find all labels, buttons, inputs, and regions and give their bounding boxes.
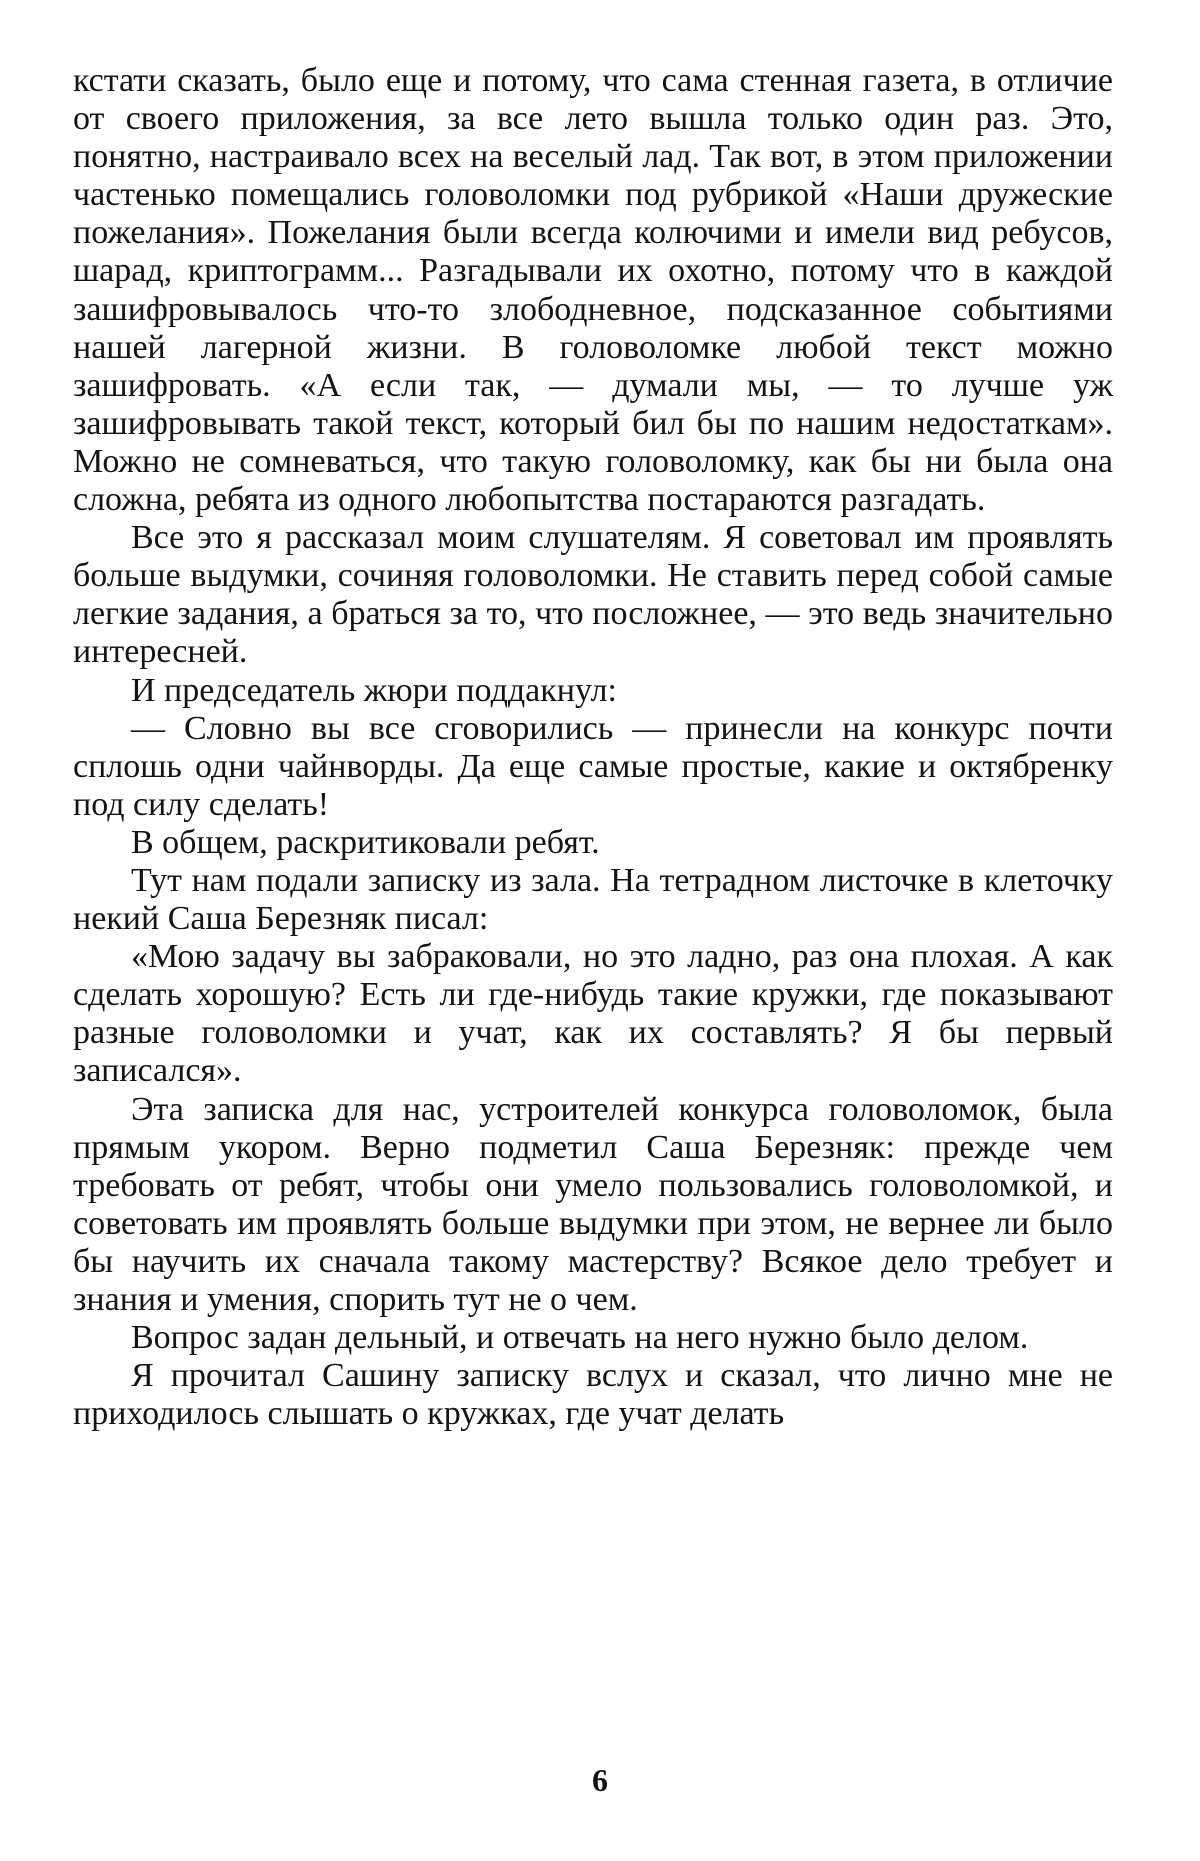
paragraph-7: «Мою задачу вы забраковали, но это ладно, раз она плохая. А как сделать хорошую? Есть ли где-нибудь такие кружки, где показывают разные головоломки и учат, как их составлять? Я бы первый записался». [73,938,1113,1090]
paragraph-10: Я прочитал Сашину записку вслух и сказал, что лично мне не приходилось слышать о кружках, где учат делать [73,1357,1113,1433]
body-text [73,62,1113,1433]
page-number: 6 [592,1762,608,1798]
paragraph-9: Вопрос задан дельный, и отвечать на него нужно было делом. [131,1319,1029,1357]
paragraph-3: И председатель жюри поддакнул: [131,671,617,709]
paragraph-4: — Словно вы все сговорились — принесли на конкурс почти сплошь одни чайнворды. Да еще самые простые, какие и октябренку под силу сделать! [73,709,1113,823]
paragraph-6: Тут нам подали записку из зала. На тетрадном листочке в клеточку некий Саша Березняк писал: [73,861,1113,938]
paragraph-8: Эта записка для нас, устроителей конкурса головоломок, была прямым укором. Верно подметил Саша Березняк: прежде чем требовать от ребят, чтобы они умело пользовались головоломкой, и советовать им проявлять больше выдумки при этом, не вернее ли было бы научить их сначала такому мастерству? Всякое дело требует и знания и умения, спорить тут не о чем. [73,1090,1113,1318]
paragraph-2: Все это я рассказал моим слушателям. Я советовал им проявлять больше выдумки, сочиняя головоломки. Не ставить перед собой самые легкие задания, а браться за то, что посложнее, — это ведь значительно интересней. [73,519,1113,671]
paragraph-5: В общем, раскритиковали ребят. [131,823,600,861]
paragraph-1: кстати сказать, было еще и потому, что сама стенная газета, в отличие от своего приложения, за все лето вышла только один раз. Это, понятно, настраивало всех на веселый лад. Так вот, в этом приложении частенько помещались головоломки под рубрикой «Наши дружеские пожелания». Пожелания были всегда колючими и имели вид ребусов, шарад, криптограмм... Разгадывали их охотно, потому что в каждой зашифровывалось что-то злободневное, подсказанное событиями нашей лагерной жизни. В головоломке любой текст можно зашифровать. «А если так, — думали мы, — то лучше уж зашифровывать такой текст, который бил бы по нашим недостаткам». Можно не сомневаться, что такую головоломку, как бы ни была она сложна, ребята из одного любопытства постараются разгадать. [73,62,1113,519]
